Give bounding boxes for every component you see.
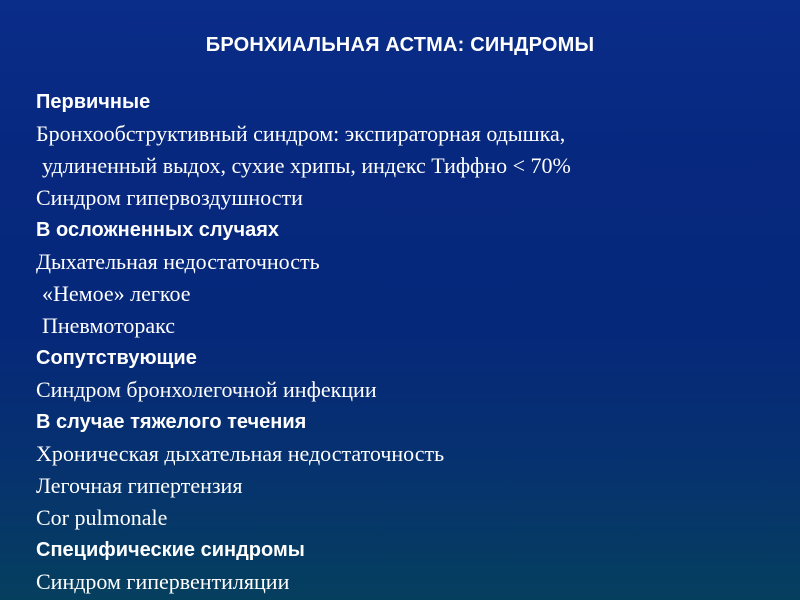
list-item: «Немое» легкое [42, 281, 191, 306]
section-heading-specific: Специфические синдромы [36, 539, 305, 561]
list-item: Дыхательная недостаточность [36, 249, 320, 274]
slide-title: БРОНХИАЛЬНАЯ АСТМА: СИНДРОМЫ [205, 34, 595, 56]
list-item: Легочная гипертензия [36, 473, 243, 498]
section-heading-severe: В случае тяжелого течения [36, 411, 307, 433]
list-item: Хроническая дыхательная недостаточность [36, 441, 445, 466]
list-item: Пневмоторакс [42, 313, 176, 338]
list-item: Cor pulmonale [36, 505, 168, 530]
list-item: Синдром гипервентиляции [36, 569, 290, 594]
section-heading-primary: Первичные [36, 91, 151, 113]
section-heading-complicated: В осложненных случаях [36, 219, 279, 241]
slide-content [36, 86, 776, 598]
section-heading-concomitant: Сопутствующие [36, 347, 197, 369]
list-item: Синдром бронхолегочной инфекции [36, 377, 377, 402]
list-item: Синдром гипервоздушности [36, 185, 303, 210]
list-item: удлиненный выдох, сухие хрипы, индекс Тиффно < 70% [42, 153, 571, 178]
list-item: Бронхообструктивный синдром: экспираторная одышка, [36, 121, 566, 146]
